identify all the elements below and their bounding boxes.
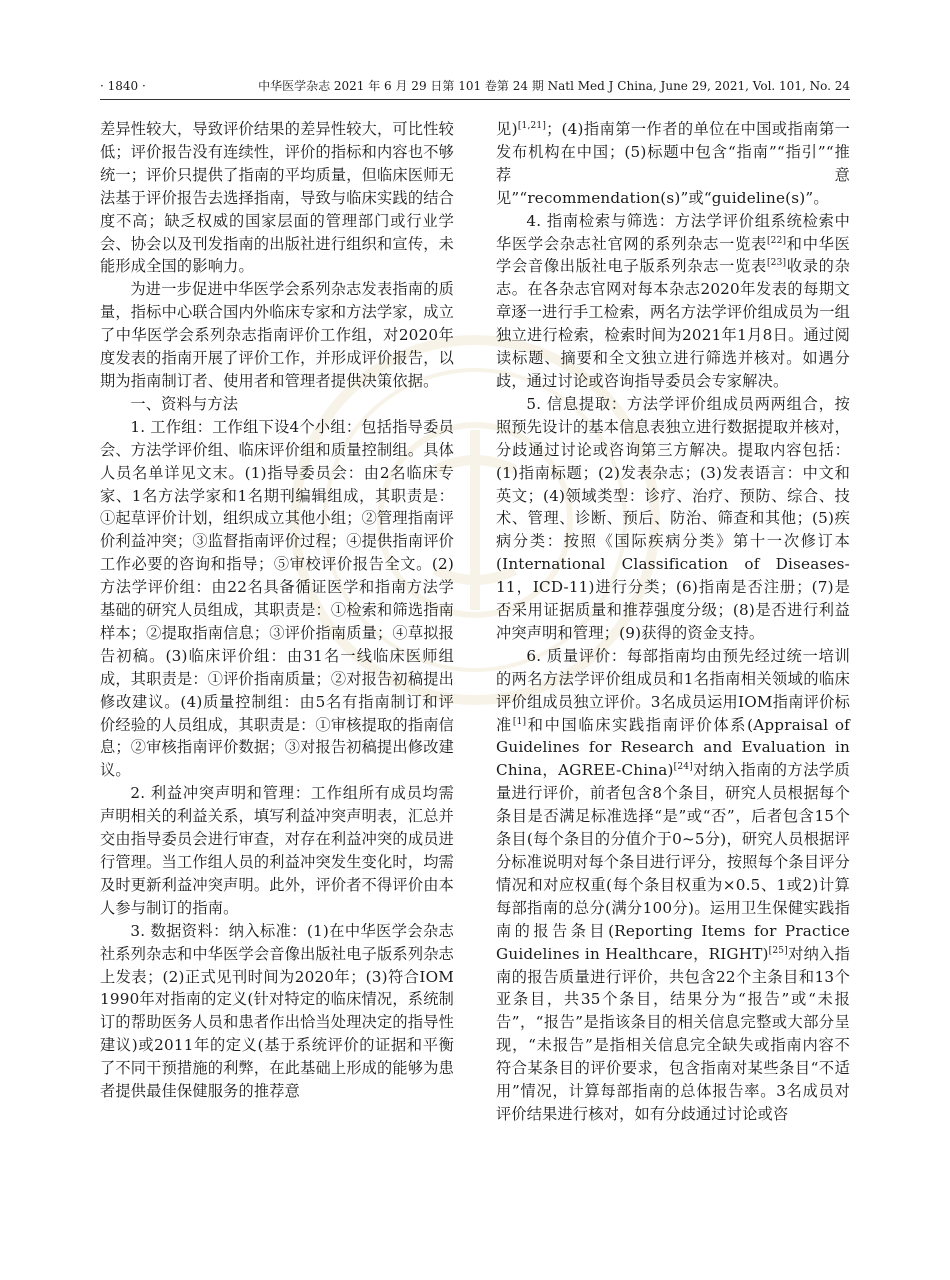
text-run: ；(4)指南第一作者的单位在中国或指南第一发布机构在中国；(5)标题中包含“指南”“指引”“推荐意见”“recommendation(s)”或“guideline(s)”。 bbox=[496, 120, 851, 207]
header-rule bbox=[100, 99, 850, 100]
citation-ref: [23] bbox=[766, 258, 787, 269]
running-header bbox=[100, 76, 850, 96]
citation-ref: [1] bbox=[512, 716, 527, 727]
text-run: 和中华医学会音像出版社电子版系列杂志一览表 bbox=[496, 234, 850, 276]
text-run: 收录的杂志。在各杂志官网对每本杂志2020年发表的每期文章逐一进行手工检索，两名方法学评价组成员为一组独立进行检索，检索时间为2021年1月8日。通过阅读标题、摘要和全文独立进行筛选并核对。如遇分歧，通过讨论或咨询指导委员会专家解决。 bbox=[496, 257, 850, 390]
paragraph: 2. 利益冲突声明和管理：工作组所有成员均需声明相关的利益关系，填写利益冲突声明表，汇总并交由指导委员会进行审查，对存在利益冲突的成员进行管理。当工作组人员的利益冲突发生变化时，均需及时更新利益冲突声明。此外，评价者不得评价由本人参与制订的指南。 bbox=[100, 784, 454, 917]
paragraph: 1. 工作组：工作组下设4个小组：包括指导委员会、方法学评价组、临床评价组和质量控制组。具体人员名单详见文末。(1)指导委员会：由2名临床专家、1名方法学家和1名期刊编辑组成，其职责是：①起草评价计划，组织成立其他小组；②管理指南评价利益冲突；③监督指南评价过程；④提供指南评价工作必要的咨询和指导；⑤审校评价报告全文。(2)方法学评价组：由22名具备循证医学和指南方法学基础的研究人员组成，其职责是：①检索和筛选指南样本；②提取指南信息；③评价指南质量；④草拟报告初稿。(3)临床评价组：由31名一线临床医师组成，其职责是：①评价指南质量；②对报告初稿提出修改建议。(4)质量控制组：由5名有指南制订和评价经验的人员组成，其职责是：①审核提取的指南信息；②审核指南评价数据；③对报告初稿提出修改建议。 bbox=[100, 417, 454, 780]
paragraph: 差异性较大，导致评价结果的差异性较大，可比性较低；评价报告没有连续性，评价的指标和内容也不够统一；评价只提供了指南的平均质量，但临床医师无法基于评价报告去选择指南，导致与临床实践的结合度不高；缺乏权威的国家层面的管理部门或行业学会、协会以及刊发指南的出版社进行组织和宣传，未能形成全国的影响力。 bbox=[100, 120, 454, 276]
section-heading: 一、资料与方法 bbox=[130, 394, 239, 413]
citation-ref: [1,21] bbox=[517, 120, 547, 131]
citation-ref: [24] bbox=[673, 762, 693, 773]
text-run: 对纳入指南的方法学质量进行评价，前者包含8个条目，研究人员根据每个条目是否满足标准选择“是”或“否”，后者包含15个条目(每个条目的分值介于0~5分)，研究人员根据评分标准说明对每个条目进行评分，按照每个条目评分情况和对应权重(每个条目权重为×0.5、1或2)计算每部指南的总分(满分100分)。运用卫生保健实践指南的报告条目(Reporting Items for Practice Guidelines in Healthcare，RIGHT) bbox=[496, 761, 851, 963]
journal-citation-line: 中华医学杂志 2021 年 6 月 29 日第 101 卷第 24 期 Natl Med J China, June 29, 2021, Vol. 101, No. 24 bbox=[258, 79, 850, 93]
text-run: 4. 指南检索与筛选：方法学评价组系统检索中华医学会杂志社官网的系列杂志一览表 bbox=[496, 211, 850, 253]
right-column bbox=[496, 118, 850, 1126]
paragraph: 5. 信息提取：方法学评价组成员两两组合，按照预先设计的基本信息表独立进行数据提取并核对，分歧通过讨论或咨询第三方解决。提取内容包括：(1)指南标题；(2)发表杂志；(3)发表语言：中文和英文；(4)领域类型：诊疗、治疗、预防、综合、技术、管理、诊断、预后、防治、筛查和其他；(5)疾病分类：按照《国际疾病分类》第十一次修订本(International Classification of Diseases-11，ICD-11)进行分类；(6)指南是否注册；(7)是否采用证据质量和推荐强度分级；(8)是否进行利益冲突声明和管理；(9)获得的资金支持。 bbox=[496, 394, 850, 642]
citation-ref: [25] bbox=[768, 945, 788, 956]
text-run: 6. 质量评价：每部指南均由预先经过统一培训的两名方法学评价组成员和1名指南相关领域的临床评价组成员独立评价。3名成员运用IOM指南评价标准 bbox=[496, 646, 850, 734]
paragraph bbox=[496, 645, 850, 1126]
text-run: 对纳入指南的报告质量进行评价，共包含22个主条目和13个亚条目，共35个条目，结果分为“报告”或“未报告”，“报告”是指该条目的相关信息完整或大部分呈现，“未报告”是指相关信息完全缺失或指南内容不符合某条目的评价要求，包含指南对某些条目“不适用”情况，计算每部指南的总体报告率。3名成员对评价结果进行核对，如有分歧通过讨论或咨 bbox=[496, 944, 850, 1123]
paragraph: 3. 数据资料：纳入标准：(1)在中华医学会杂志社系列杂志和中华医学会音像出版社电子版系列杂志上发表；(2)正式见刊时间为2020年；(3)符合IOM 1990年对指南的定义(针对特定的临床情况，系统制订的帮助医务人员和患者作出恰当处理决定的指导性建议)或2011年的定义(基于系统评价的证据和平衡了不同干预措施的利弊，在此基础上形成的能够为患者提供最佳保健服务的推荐意 bbox=[100, 921, 454, 1101]
text-run: 见) bbox=[496, 120, 518, 138]
page-number: · 1840 · bbox=[100, 79, 146, 93]
text-run: 和中国临床实践指南评价体系(Appraisal of Guidelines for Research and Evaluation in China，AGREE-China) bbox=[496, 715, 850, 780]
paragraph: 为进一步促进中华医学会系列杂志发表指南的质量，指标中心联合国内外临床专家和方法学家，成立了中华医学会系列杂志指南评价工作组，对2020年度发表的指南开展了评价工作，并形成评价报告，以期为指南制订者、使用者和管理者提供决策依据。 bbox=[100, 280, 454, 390]
paragraph bbox=[496, 118, 850, 210]
citation-ref: [22] bbox=[766, 235, 787, 246]
left-column bbox=[100, 118, 454, 1103]
paragraph bbox=[496, 210, 850, 393]
